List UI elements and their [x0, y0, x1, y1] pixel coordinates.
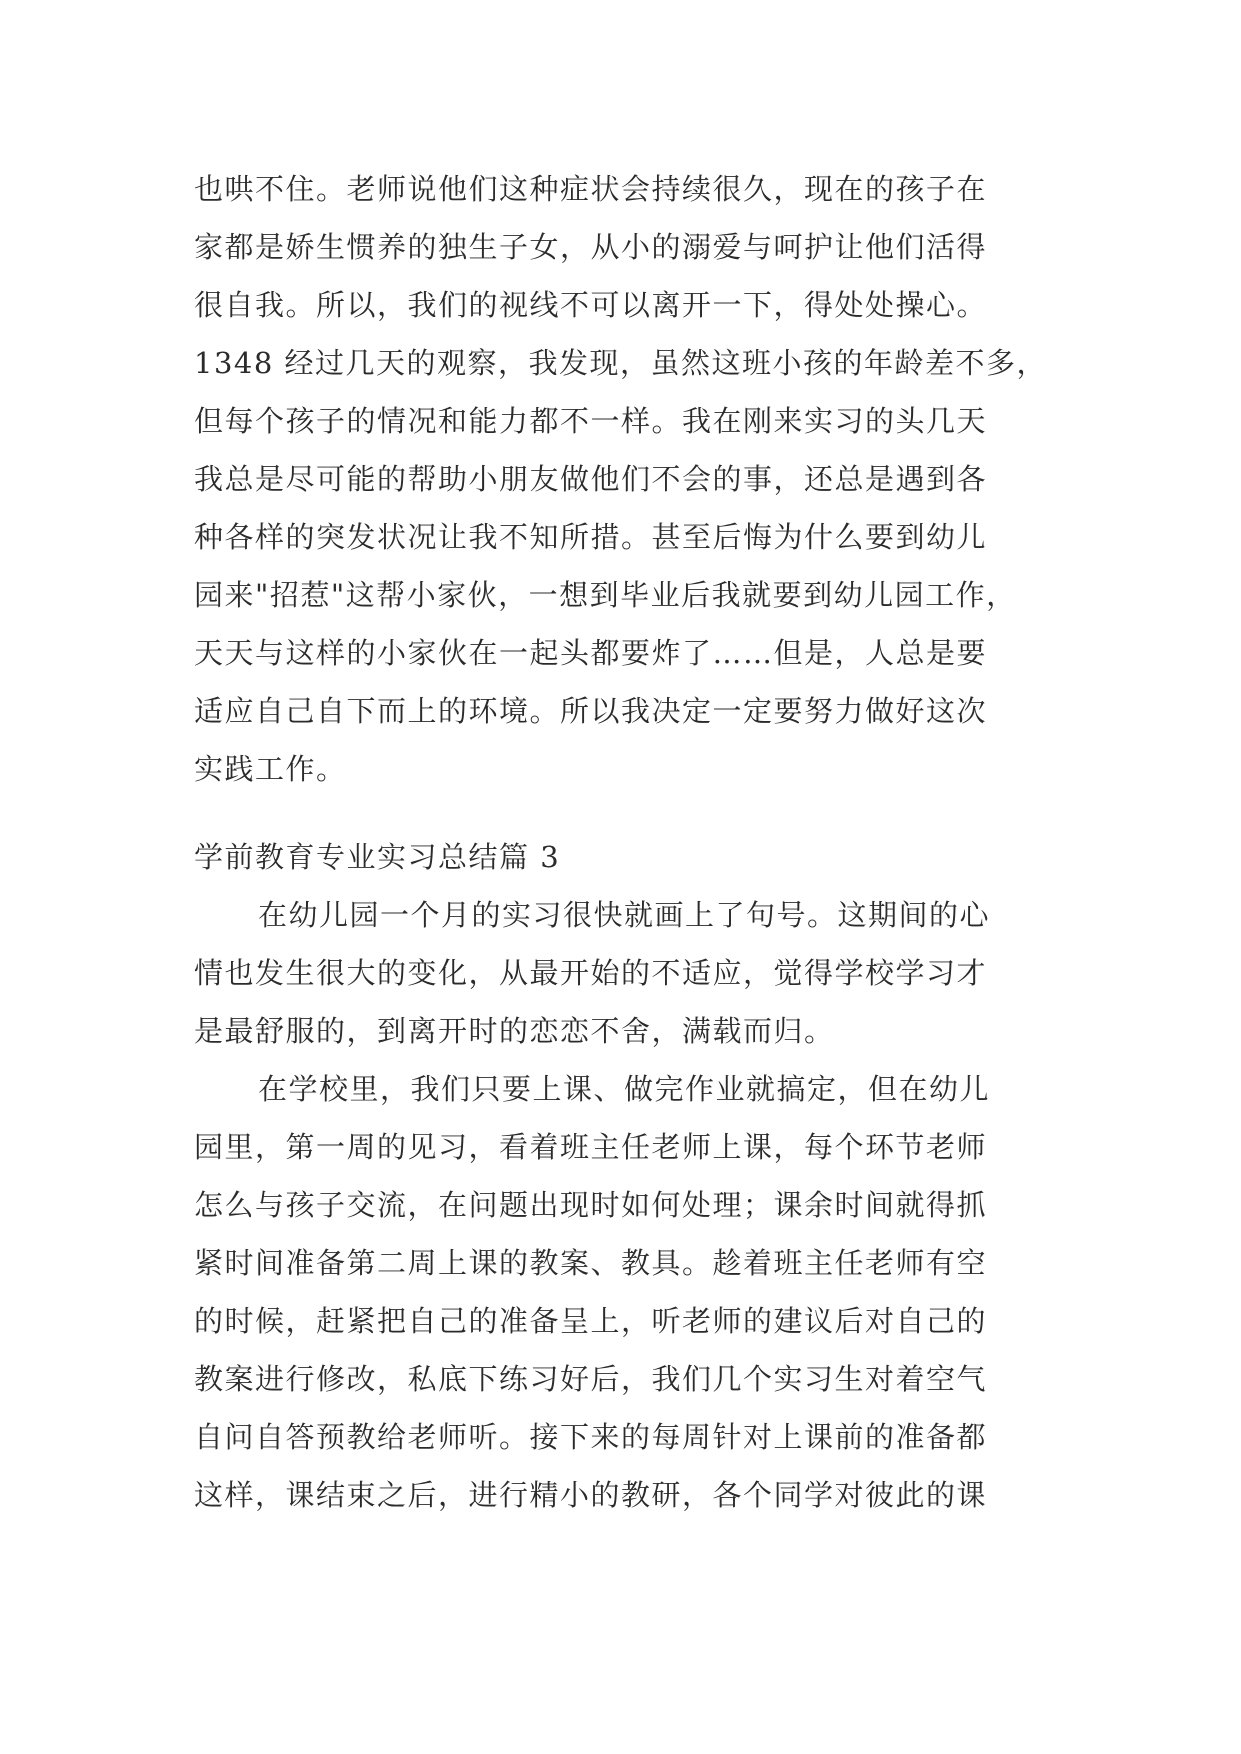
text-line: 是最舒服的，到离开时的恋恋不舍，满载而归。	[194, 1014, 835, 1048]
text-line: 在幼儿园一个月的实习很快就画上了句号。这期间的心	[258, 898, 991, 932]
paragraph-1	[194, 886, 1074, 1060]
section-heading	[194, 828, 1074, 886]
text-line: 情也发生很大的变化，从最开始的不适应，觉得学校学习才	[194, 956, 988, 990]
continued-paragraph	[194, 160, 1074, 798]
text-line: 这样，课结束之后，进行精小的教研，各个同学对彼此的课	[194, 1478, 988, 1512]
text-line: 但每个孩子的情况和能力都不一样。我在刚来实习的头几天	[194, 404, 988, 438]
text-line: 家都是娇生惯养的独生子女，从小的溺爱与呵护让他们活得	[194, 230, 988, 264]
text-line: 的时候，赶紧把自己的准备呈上，听老师的建议后对自己的	[194, 1304, 988, 1338]
text-line: 很自我。所以，我们的视线不可以离开一下，得处处操心。	[194, 288, 988, 322]
text-line: 在学校里，我们只要上课、做完作业就搞定，但在幼儿	[258, 1072, 991, 1106]
text-line: 种各样的突发状况让我不知所措。甚至后悔为什么要到幼儿	[194, 520, 988, 554]
text-line: 教案进行修改，私底下练习好后，我们几个实习生对着空气	[194, 1362, 988, 1396]
text-line: 园里，第一周的见习，看着班主任老师上课，每个环节老师	[194, 1130, 988, 1164]
section-body	[194, 886, 1074, 1524]
text-line: 1348 经过几天的观察，我发现，虽然这班小孩的年龄差不多，	[194, 346, 1048, 380]
text-line: 紧时间准备第二周上课的教案、教具。趁着班主任老师有空	[194, 1246, 988, 1280]
text-line: 实践工作。	[194, 752, 347, 786]
text-line: 自问自答预教给老师听。接下来的每周针对上课前的准备都	[194, 1420, 988, 1454]
text-line: 天天与这样的小家伙在一起头都要炸了……但是，人总是要	[194, 636, 988, 670]
text-line: 也哄不住。老师说他们这种症状会持续很久，现在的孩子在	[194, 172, 988, 206]
section-title: 学前教育专业实习总结篇 3	[194, 840, 561, 874]
text-line: 园来"招惹"这帮小家伙，一想到毕业后我就要到幼儿园工作，	[194, 578, 1017, 612]
text-line: 怎么与孩子交流，在问题出现时如何处理；课余时间就得抓	[194, 1188, 988, 1222]
text-line: 我总是尽可能的帮助小朋友做他们不会的事，还总是遇到各	[194, 462, 988, 496]
paragraph-2	[194, 1060, 1074, 1524]
text-line: 适应自己自下而上的环境。所以我决定一定要努力做好这次	[194, 694, 988, 728]
